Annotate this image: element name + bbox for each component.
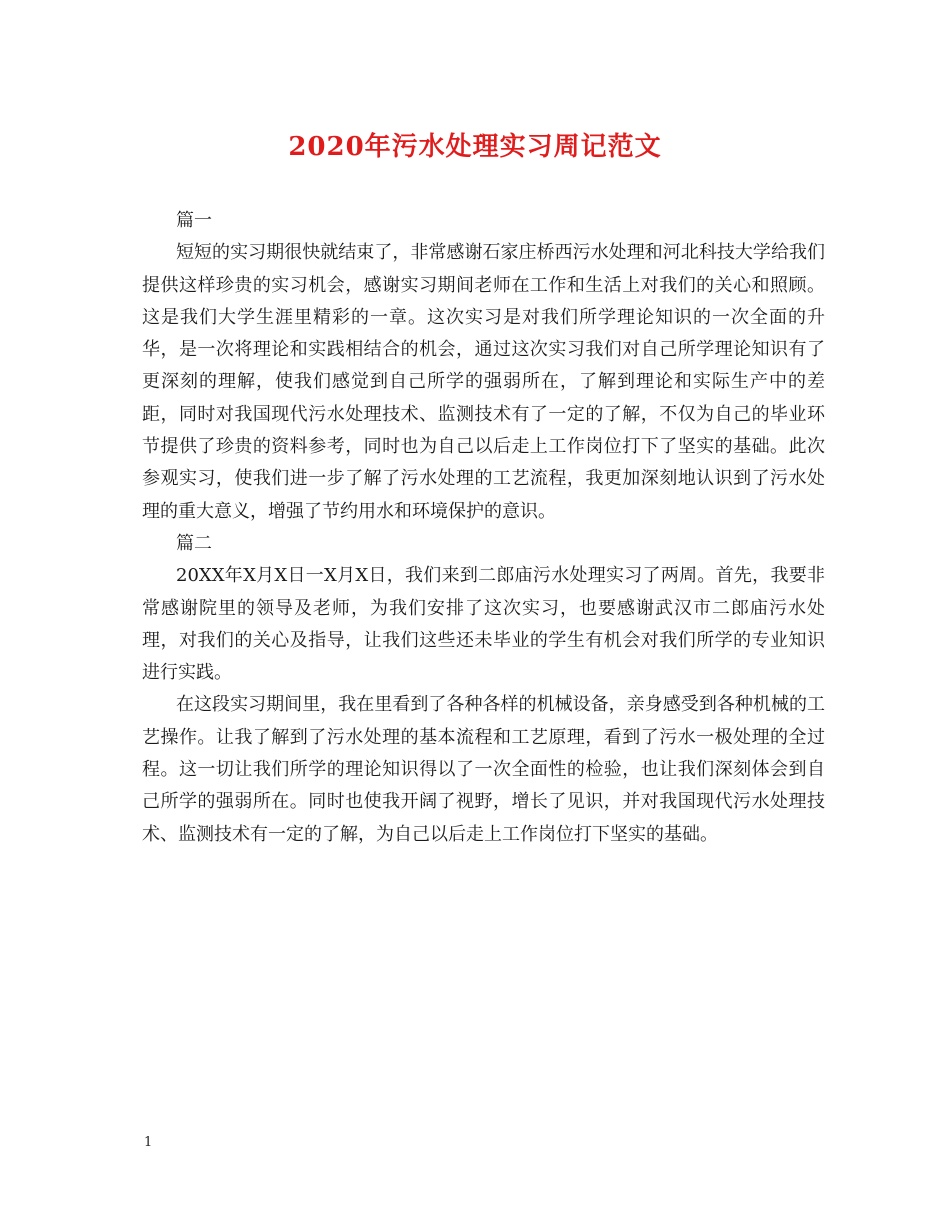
page-number: 1: [144, 1135, 153, 1150]
paragraph: 在这段实习期间里，我在里看到了各种各样的机械设备，亲身感受到各种机械的工艺操作。让我了解到了污水处理的基本流程和工艺原理，看到了污水一极处理的全过程。这一切让我们所学的理论知识得以了一次全面性的检验，也让我们深刻体会到自己所学的强弱所在。同时也使我开阔了视野，增长了见识，并对我国现代污水处理技术、监测技术有一定的了解，为自己以后走上工作岗位打下坚实的基础。: [142, 694, 825, 845]
paragraph: 短短的实习期很快就结束了，非常感谢石家庄桥西污水处理和河北科技大学给我们提供这样珍贵的实习机会，感谢实习期间老师在工作和生活上对我们的关心和照顾。这是我们大学生涯里精彩的一章。这次实习是对我们所学理论知识的一次全面的升华，是一次将理论和实践相结合的机会，通过这次实习我们对自己所学理论知识有了更深刻的理解，使我们感觉到自己所学的强弱所在，了解到理论和实际生产中的差距，同时对我国现代污水处理技术、监测技术有了一定的了解，不仅为自己的毕业环节提供了珍贵的资料参考，同时也为自己以后走上工作岗位打下了坚实的基础。此次参观实习，使我们进一步了解了污水处理的工艺流程，我更加深刻地认识到了污水处理的重大意义，增强了节约用水和环境保护的意识。: [142, 242, 825, 522]
section-heading-2: 篇二: [176, 532, 212, 554]
paragraph: 20XX年X月X日一X月X日，我们来到二郎庙污水处理实习了两周。首先，我要非常感谢院里的领导及老师，为我们安排了这次实习，也要感谢武汉市二郎庙污水处理，对我们的关心及指导，让我们这些还未毕业的学生有机会对我们所学的专业知识进行实践。: [142, 565, 825, 684]
section-heading-1: 篇一: [176, 210, 212, 231]
document-body: [142, 205, 825, 851]
document-title: 2020年污水处理实习周记范文: [288, 132, 662, 162]
